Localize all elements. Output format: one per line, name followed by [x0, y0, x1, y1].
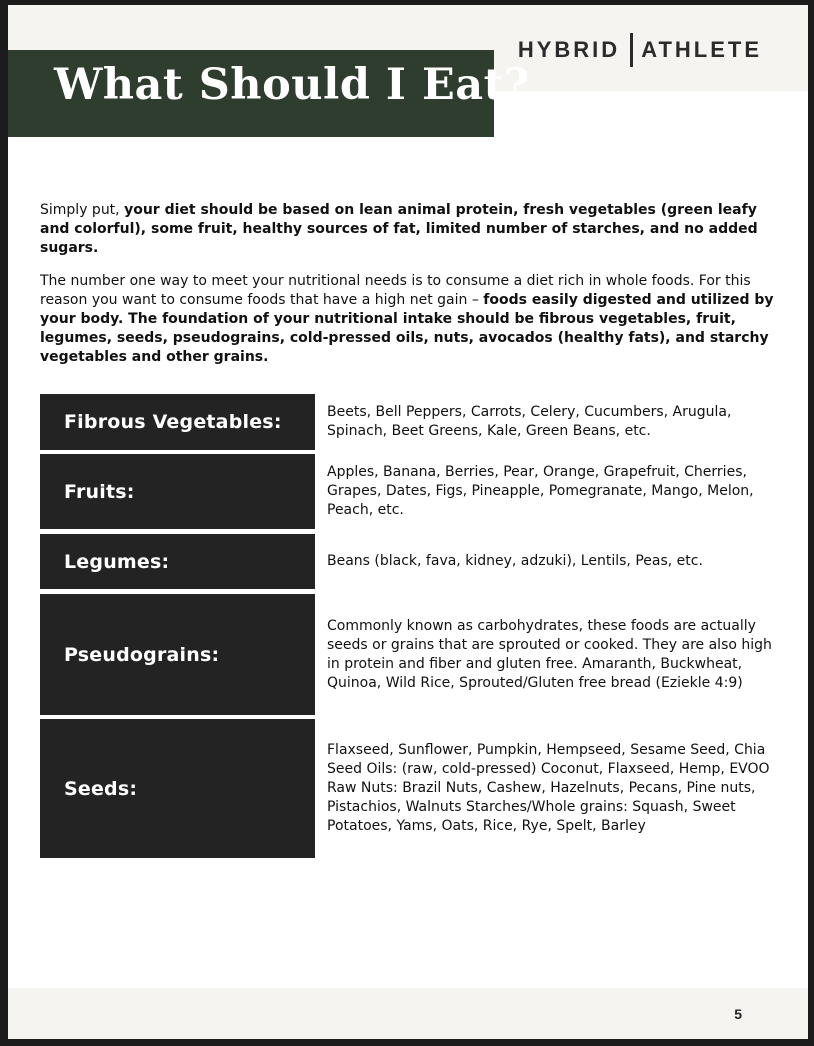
intro-p1-plain: Simply put,	[40, 202, 125, 218]
brand-left: HYBRID	[517, 37, 621, 62]
intro-p1-bold: your diet should be based on lean animal protein, fresh vegetables (green leafy and colorful), some fruit, healthy sources of fat, limited number of starches, and no added sugars.	[40, 202, 758, 256]
intro-paragraph-1	[40, 201, 776, 258]
food-category-cell	[40, 454, 315, 529]
intro-paragraph-2	[40, 272, 776, 367]
food-description-cell	[327, 594, 776, 715]
food-description-cell	[327, 534, 776, 589]
food-description: Apples, Banana, Berries, Pear, Orange, Grapefruit, Cherries, Grapes, Dates, Figs, Pineapple, Pomegranate, Mango, Melon, Peach, etc.	[327, 464, 754, 518]
intro-p2-plain: The number one way to meet your nutritional needs is to consume a diet rich in whole foods. For this reason you want to consume foods that have a high net gain –	[40, 273, 751, 308]
page-title: What Should I Eat?	[54, 60, 530, 110]
food-category: Legumes:	[64, 550, 170, 573]
page-number: 5	[734, 1006, 742, 1022]
food-category: Fibrous Vegetables:	[64, 411, 282, 433]
food-row-pseudograins	[40, 594, 776, 715]
food-description-cell	[327, 719, 776, 858]
title-banner	[8, 50, 530, 137]
food-row-fruits	[40, 454, 776, 529]
food-description-cell	[327, 454, 776, 529]
food-row-fibrous-vegetables	[40, 394, 776, 450]
food-description: Beans (black, fava, kidney, adzuki), Lentils, Peas, etc.	[327, 553, 703, 569]
food-category-cell	[40, 594, 315, 715]
brand-right: ATHLETE	[641, 37, 762, 62]
food-category-cell	[40, 719, 315, 858]
brand-logo	[518, 33, 762, 67]
intro-text	[40, 201, 776, 381]
intro-p2-bold: foods easily digested and utilized by your body. The foundation of your nutritional intake should be fibrous vegetables, fruit, legumes, seeds, pseudograins, cold-pressed oils, nuts, avocados (healthy fats), and starchy vegetables and other grains.	[40, 292, 774, 365]
document-page	[8, 5, 808, 1039]
food-description-cell	[327, 394, 776, 450]
food-description: Commonly known as carbohydrates, these foods are actually seeds or grains that are sprouted or cooked. They are also high in protein and fiber and gluten free. Amaranth, Buckwheat, Quinoa, Wild Rice, Sprouted/Gluten free bread (Eziekle 4:9)	[327, 617, 772, 691]
food-row-legumes	[40, 534, 776, 589]
food-category: Seeds:	[64, 777, 138, 800]
brand-divider	[630, 33, 633, 67]
food-description: Beets, Bell Peppers, Carrots, Celery, Cucumbers, Arugula, Spinach, Beet Greens, Kale, Green Beans, etc.	[327, 404, 732, 439]
footer-band	[8, 988, 808, 1039]
food-category: Pseudograins:	[64, 643, 220, 666]
food-row-seeds	[40, 719, 776, 858]
food-category: Fruits:	[64, 480, 135, 503]
food-category-cell	[40, 394, 315, 450]
food-description: Flaxseed, Sunflower, Pumpkin, Hempseed, Sesame Seed, Chia Seed Oils: (raw, cold-pressed) Coconut, Flaxseed, Hemp, EVOO Raw Nuts: Brazil Nuts, Cashew, Hazelnuts, Pecans, Pine nuts, Pistachios, Walnuts Starches/Whole grains: Squash, Sweet Potatoes, Yams, Oats, Rice, Rye, Spelt, Barley	[327, 742, 770, 834]
food-category-cell	[40, 534, 315, 589]
